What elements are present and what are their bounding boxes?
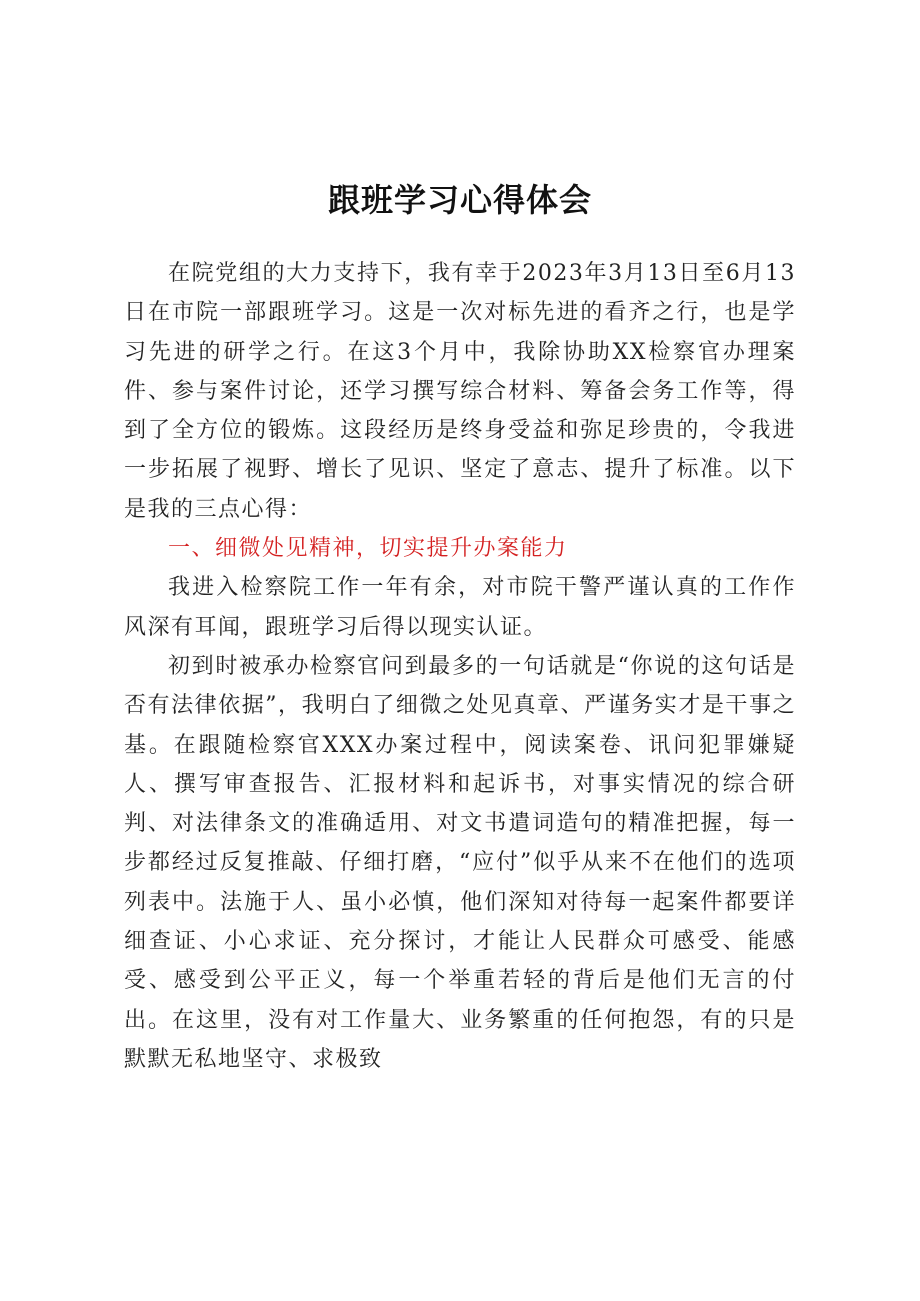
section-heading-1: 一、细微处见精神，切实提升办案能力 [168, 536, 568, 562]
paragraph-3: 初到时被承办检察官问到最多的一句话就是“你说的这句话是否有法律依据”，我明白了细微之处见真章、严谨务实才是干事之基。在跟随检察官XXX办案过程中，阅读案卷、讯问犯罪嫌疑人、撰写审查报告、汇报材料和起诉书，对事实情况的综合研判、对法律条文的准确适用、对文书遣词造句的精准把握，每一步都经过反复推敲、仔细打磨，“应付”似乎从来不在他们的选项列表中。法施于人、虽小必慎，他们深知对待每一起案件都要详细查证、小心求证、充分探讨，才能让人民群众可感受、能感受、感受到公平正义，每一个举重若轻的背后是他们无言的付出。在这里，没有对工作量大、业务繁重的任何抱怨，有的只是默默无私地坚守、求极致 [124, 653, 796, 1072]
document-title: 跟班学习心得体会 [327, 181, 592, 219]
paragraph-intro: 在院党组的大力支持下，我有幸于2023年3月13日至6月13日在市院一部跟班学习。这是一次对标先进的看齐之行，也是学习先进的研学之行。在这3个月中，我除协助XX检察官办理案件、参与案件讨论，还学习撰写综合材料、筹备会务工作等，得到了全方位的锻炼。这段经历是终身受益和弥足珍贵的，令我进一步拓展了视野、增长了见识、坚定了意志、提升了标准。以下是我的三点心得： [124, 261, 796, 522]
document-body [124, 254, 796, 1079]
paragraph-2: 我进入检察院工作一年有余，对市院干警严谨认真的工作作风深有耳闻，跟班学习后得以现实认证。 [124, 575, 796, 640]
